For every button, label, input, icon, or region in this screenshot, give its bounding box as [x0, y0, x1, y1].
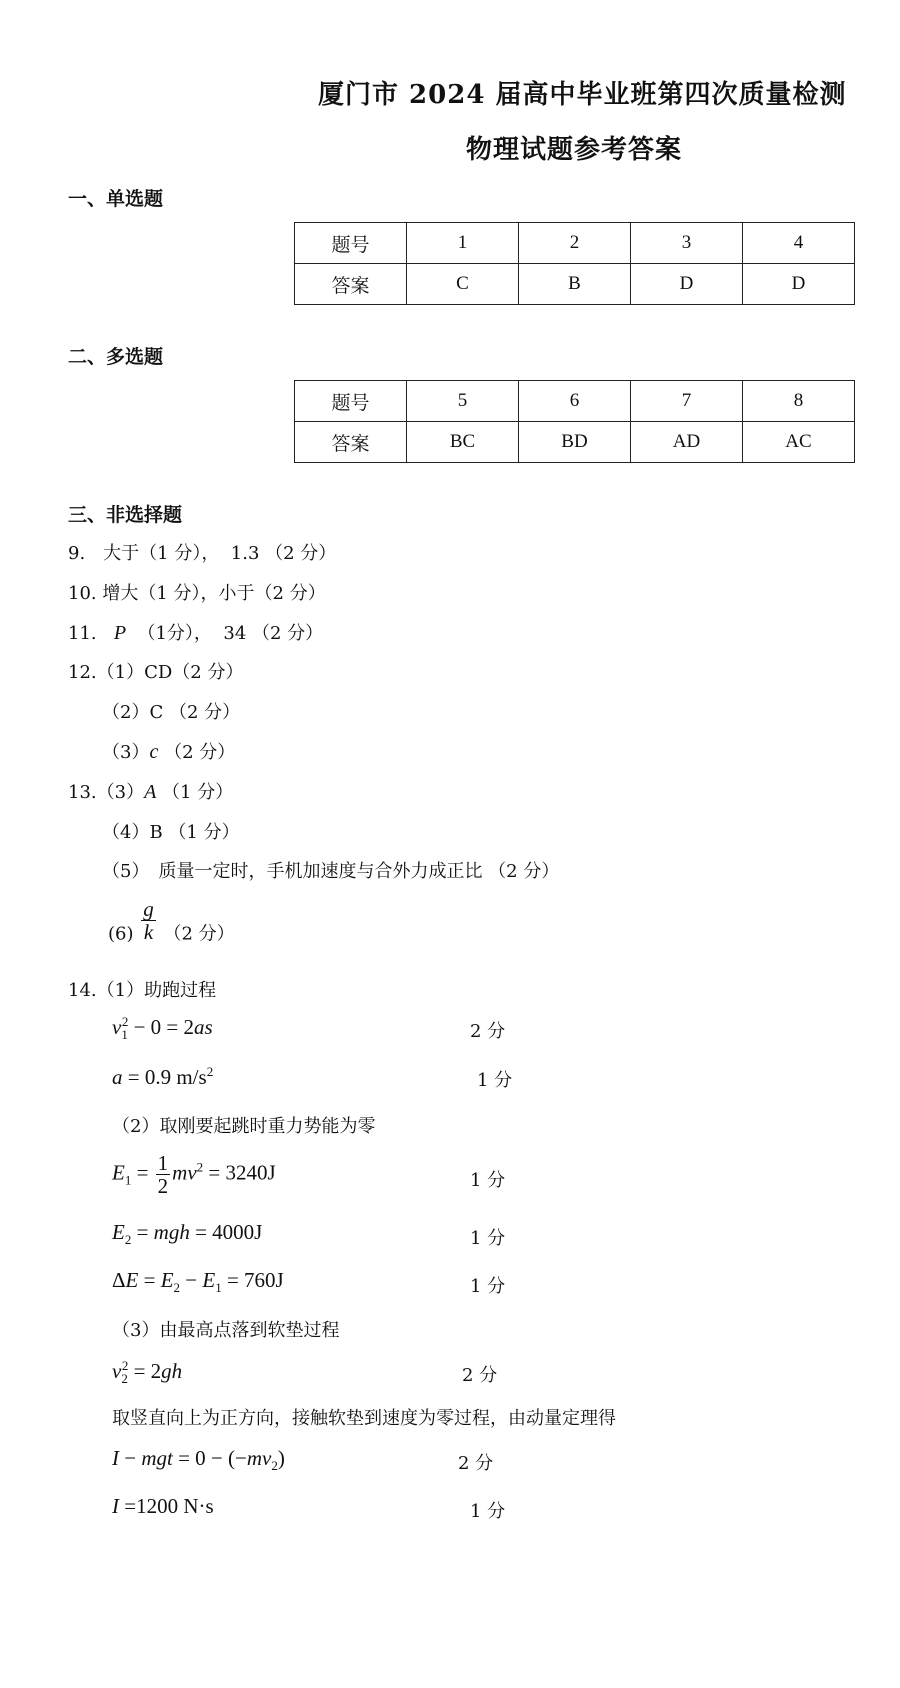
- table-cell: 8: [743, 381, 855, 422]
- fraction-half: $\frac{1}{2}$: [157, 1151, 169, 1199]
- equation-1: $v_1^2 - 0 = 2as$: [112, 1014, 213, 1043]
- table-cell: 1: [407, 223, 519, 264]
- table-cell: D: [631, 264, 743, 305]
- answer-q11-number: 11.: [68, 623, 97, 644]
- answer-q13-3-prefix: 13.（3）: [68, 782, 145, 803]
- answer-q12-3-variable: c: [149, 741, 159, 763]
- answer-q13-3-score: （1 分）: [162, 782, 234, 803]
- score-4: 1 分: [470, 1228, 506, 1249]
- table-cell: AC: [743, 422, 855, 463]
- equation-4: $E_2$ = mgh = 4000J: [112, 1220, 263, 1248]
- table-cell: 7: [631, 381, 743, 422]
- answer-q12-3-prefix: （3）: [102, 742, 150, 763]
- equation-8: I =1200 N·s: [112, 1494, 214, 1518]
- score-2: 1 分: [477, 1070, 513, 1091]
- answer-q13-3-variable: A: [144, 781, 157, 803]
- score-3: 1 分: [470, 1170, 506, 1191]
- table-cell: B: [519, 264, 631, 305]
- answer-q14-momentum-text: 取竖直向上为正方向，接触软垫到速度为零过程，由动量定理得: [112, 1408, 616, 1429]
- table-cell: 4: [743, 223, 855, 264]
- table-row: [295, 381, 855, 422]
- table-cell: C: [407, 264, 519, 305]
- answer-q12-1: 12.（1）CD（2 分）: [68, 662, 244, 683]
- answer-q13-6-label: (6): [108, 923, 134, 945]
- table-cell: 6: [519, 381, 631, 422]
- table-cell: 题号: [295, 381, 407, 422]
- answer-table-multi-choice: [294, 380, 855, 463]
- score-1: 2 分: [470, 1021, 506, 1042]
- section-heading-single-choice: 一、单选题: [68, 188, 164, 210]
- answer-q14-part2-heading: （2）取刚要起跳时重力势能为零: [112, 1116, 376, 1137]
- answer-q14-part3-heading: （3）由最高点落到软垫过程: [112, 1320, 340, 1341]
- equation-5: $\Delta E = E_2 - E_1 = 760J$: [112, 1268, 284, 1296]
- table-cell: AD: [631, 422, 743, 463]
- answer-q12-3: [102, 738, 235, 764]
- fraction-numerator: g: [143, 897, 154, 921]
- fraction-denominator: k: [143, 920, 154, 945]
- score-8: 1 分: [470, 1501, 506, 1522]
- answer-q13-6-fraction: [141, 898, 156, 943]
- table-cell: 题号: [295, 223, 407, 264]
- table-cell: 答案: [295, 264, 407, 305]
- answer-q14-part1-heading: 14.（1）助跑过程: [68, 980, 217, 1001]
- answer-q13-5: （5） 质量一定时，手机加速度与合外力成正比 （2 分）: [102, 861, 560, 882]
- equation-2: a = 0.9 $m/s^2$: [112, 1064, 214, 1089]
- answer-q13-3: [68, 778, 233, 804]
- table-row: [295, 223, 855, 264]
- table-cell: 5: [407, 381, 519, 422]
- table-cell: 3: [631, 223, 743, 264]
- section-heading-multi-choice: 二、多选题: [68, 346, 164, 368]
- answer-q10: 10. 增大（1 分），小于（2 分）: [68, 583, 326, 604]
- answer-q12-2: （2）C （2 分）: [102, 702, 241, 723]
- section-heading-non-choice: 三、非选择题: [68, 504, 183, 526]
- answer-table-single-choice: [294, 222, 855, 305]
- equation-6: $v_2^2 = 2gh$: [112, 1358, 183, 1387]
- answer-q13-4: （4）B （1 分）: [102, 822, 240, 843]
- answer-q13-6-score: （2 分）: [163, 923, 235, 945]
- answer-q11: [68, 619, 323, 645]
- table-cell: D: [743, 264, 855, 305]
- equation-7: I − mgt = $0 - (-mv_2)$: [112, 1446, 285, 1474]
- score-7: 2 分: [458, 1453, 494, 1474]
- answer-q13-6: [108, 898, 235, 946]
- answer-q9: 9. 大于（1 分）， 1.3 （2 分）: [68, 543, 337, 564]
- table-row: [295, 264, 855, 305]
- table-cell: 2: [519, 223, 631, 264]
- answer-q12-3-score: （2 分）: [164, 742, 236, 763]
- score-6: 2 分: [462, 1365, 498, 1386]
- answer-q11-rest: （1分）， 34 （2 分）: [137, 623, 324, 644]
- table-row: [295, 422, 855, 463]
- equation-3: $E_1$ = $\frac{1}{2}$ $mv^2 = 3240J$: [112, 1151, 276, 1199]
- page-subtitle: 物理试题参考答案: [466, 135, 683, 165]
- page-title: 厦门市 2024 届高中毕业班第四次质量检测: [318, 80, 847, 110]
- score-5: 1 分: [470, 1276, 506, 1297]
- table-cell: BD: [519, 422, 631, 463]
- answer-q11-variable: P: [113, 622, 127, 644]
- table-cell: BC: [407, 422, 519, 463]
- table-cell: 答案: [295, 422, 407, 463]
